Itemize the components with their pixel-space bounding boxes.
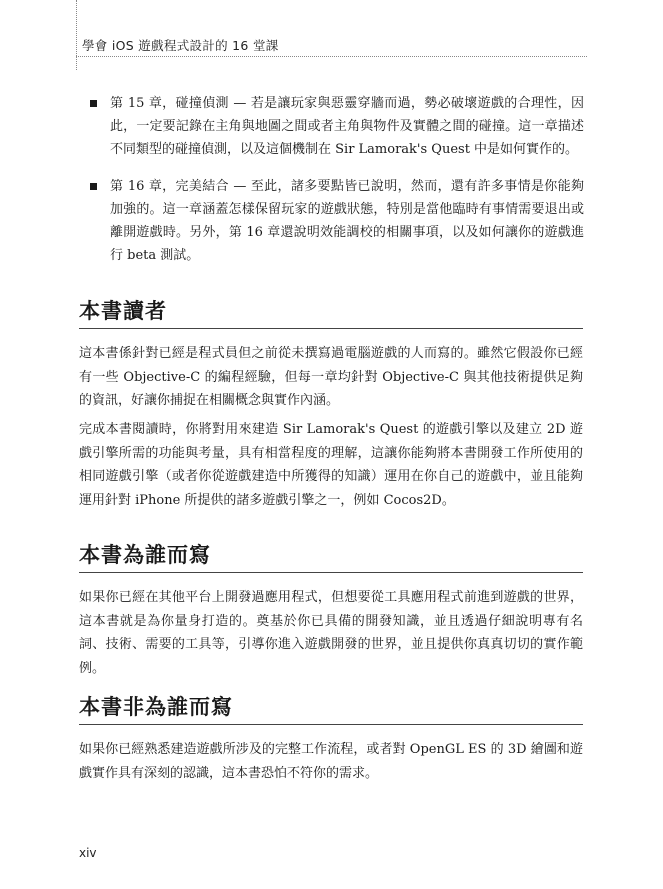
header-margin-rule [76, 0, 77, 70]
page-number: xiv [79, 846, 97, 860]
section-heading-not-intended: 本書非為誰而寫 [79, 694, 583, 725]
paragraph-readers-2: 完成本書閱讀時，你將對用來建造 Sir Lamorak's Quest 的遊戲引擎以及建立 2D 遊戲引擎所需的功能與考量，具有相當程度的理解，這讓你能夠將本書開發工作所使用的相同遊戲引擎（或者你從遊戲建造中所獲得的知識）運用在你自己的遊戲中，並且能夠運用針對 iPhone 所提供的諸多遊戲引擎之一，例如 Cocos2D。 [79, 422, 583, 508]
paragraph-intended-audience: 如果你已經在其他平台上開發過應用程式，但想要從工具應用程式前進到遊戲的世界，這本書就是為你量身打造的。奠基於你已具備的開發知識，並且透過仔細說明專有名詞、技術、需要的工具等，引導你進入遊戲開發的世界，並且提供你真真切切的實作範例。 [79, 590, 583, 676]
paragraph-not-intended: 如果你已經熟悉建造遊戲所涉及的完整工作流程，或者對 OpenGL ES 的 3D 繪圖和遊戲實作具有深刻的認識，這本書恐怕不符你的需求。 [79, 742, 583, 781]
section-heading-readers: 本書讀者 [79, 298, 583, 329]
list-item-chapter-15 [90, 92, 584, 161]
list-item-text: 第 16 章，完美結合 — 至此，諸多要點皆已說明，然而，還有許多事情是你能夠加強的。這一章涵蓋怎樣保留玩家的遊戲狀態，特別是當他臨時有事情需要退出或離開遊戲時。另外，第 16 章還說明效能調校的相關事項，以及如何讓你的遊戲進行 beta 測試。 [110, 179, 584, 263]
list-item-chapter-16 [90, 175, 584, 267]
square-bullet-icon [90, 183, 97, 190]
section-heading-intended-audience: 本書為誰而寫 [79, 542, 583, 573]
running-header: 學會 iOS 遊戲程式設計的 16 堂課 [82, 38, 279, 53]
chapter-summary-list [90, 92, 584, 281]
list-item-text: 第 15 章，碰撞偵測 — 若是讓玩家與惡靈穿牆而過，勢必破壞遊戲的合理性，因此，一定要記錄在主角與地圖之間或者主角與物件及實體之間的碰撞。這一章描述不同類型的碰撞偵測，以及這個機制在 Sir Lamorak's Quest 中是如何實作的。 [110, 96, 584, 157]
header-divider [76, 56, 587, 57]
paragraph-readers-1: 這本書係針對已經是程式員但之前從未撰寫過電腦遊戲的人而寫的。雖然它假設你已經有一些 Objective-C 的編程經驗，但每一章均針對 Objective-C 與其他技術提供足夠的資訊，好讓你捕捉在相關概念與實作內涵。 [79, 346, 583, 408]
square-bullet-icon [90, 100, 97, 107]
